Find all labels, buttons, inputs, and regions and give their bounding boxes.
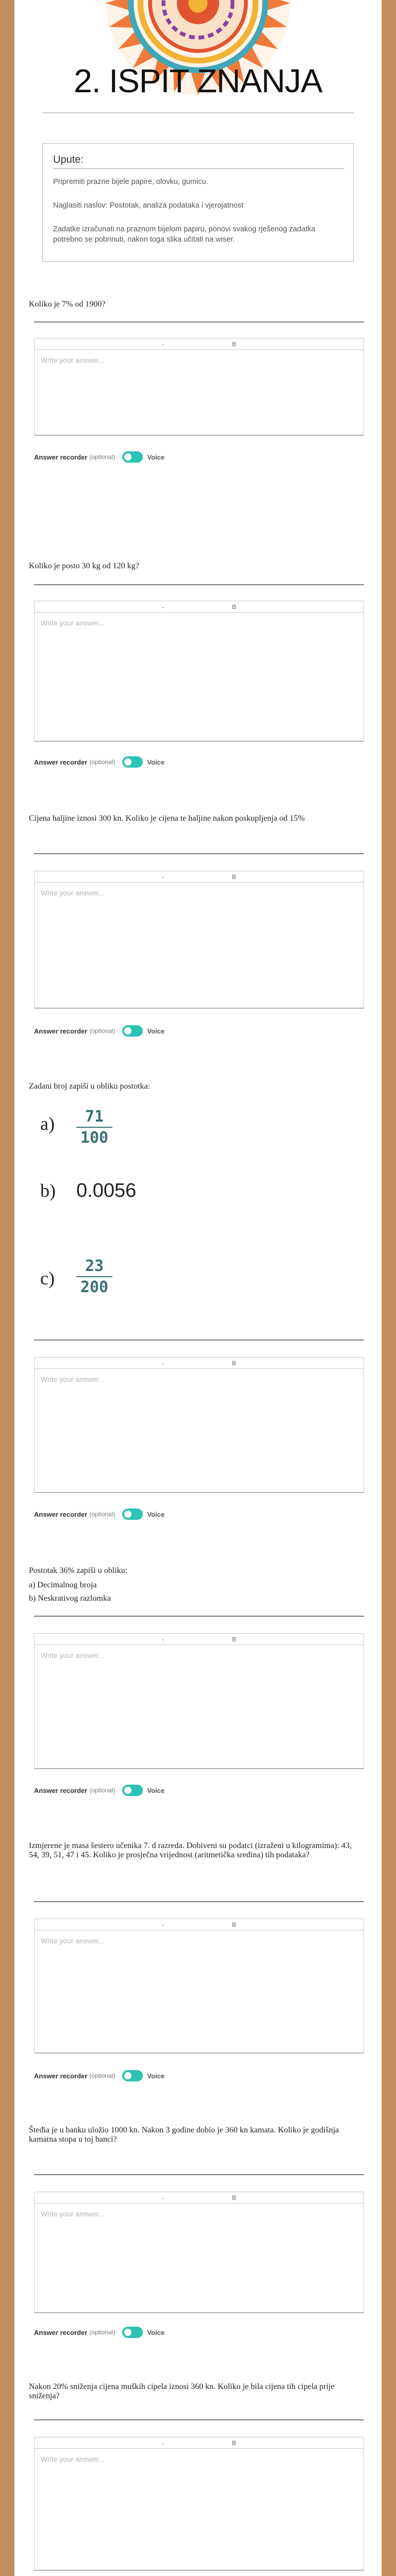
question-3-divider (34, 853, 364, 854)
answer-recorder-6[interactable]: Answer recorder (optional) Voice (34, 2070, 164, 2081)
header (14, 0, 382, 139)
page (14, 0, 382, 2576)
instructions-card (42, 143, 354, 262)
answer-toolbar: - B (35, 338, 364, 350)
question-8-divider (34, 2419, 364, 2420)
answer-recorder-4[interactable]: Answer recorder (optional) Voice (34, 1509, 164, 1520)
question-5-divider (34, 1616, 364, 1617)
answer-recorder-2[interactable]: Answer recorder (optional) Voice (34, 756, 164, 768)
question-1-text: Koliko je 7% od 1900? (29, 300, 106, 309)
page-title: 2. ISPIT ZNANJA (74, 62, 322, 99)
voice-toggle[interactable] (122, 1025, 143, 1037)
answer-recorder-1[interactable]: Answer recorder (optional) Voice (34, 451, 164, 463)
question-5-text: Postotak 36% zapiši u obliku: (29, 1566, 128, 1575)
q4-option-c-fraction: 23 200 (76, 1257, 112, 1296)
answer-box-1[interactable] (34, 338, 364, 436)
answer-box-4[interactable]: - B Write your answer... (34, 1357, 364, 1493)
voice-toggle[interactable] (122, 1509, 143, 1520)
answer-recorder-5[interactable]: Answer recorder (optional) Voice (34, 1785, 164, 1796)
q4-option-c-letter: c) (40, 1268, 55, 1289)
q4-option-b-letter: b) (40, 1180, 56, 1201)
answer-box-7[interactable]: - B Write your answer... (34, 2192, 364, 2313)
question-7-text: Šteđia je u banku uložio 1000 kn. Nakon 3 godine dobio je 360 kn kamata. Koliko je godišnja kamatna stopa u toj banci? (29, 2126, 339, 2144)
voice-toggle[interactable] (122, 451, 143, 463)
question-7-divider (34, 2174, 364, 2175)
q4-option-a-letter: a) (40, 1113, 55, 1134)
instructions-line-2: Naglasiti naslov: Postotak, analiza podataka i vjerojatnost (53, 201, 244, 210)
answer-recorder-7[interactable]: Answer recorder (optional) Voice (34, 2327, 164, 2338)
question-6-text: Izmjerene je masa šestero učenika 7. d razreda. Dobiveni su podatci (izraženi u kilogramima): 43, 54, 39, 51, 47 i 45. Koliko je prosječna vrijednost (aritmetička sredina) tih podataka? (29, 1841, 352, 1859)
header-divider (42, 112, 354, 113)
question-1-divider (34, 321, 364, 323)
answer-box-5[interactable]: - B Write your answer... (34, 1633, 364, 1769)
instructions-line-3: Zadatke izračunati na praznom bijelom papiru, ponovi svakog rješenog zadatka potrebno se pobrinuti, nakon toga slika učitati na wiser. (53, 225, 316, 244)
voice-toggle[interactable] (122, 756, 143, 768)
voice-toggle[interactable] (122, 2327, 143, 2338)
question-6-divider (34, 1901, 364, 1902)
q4-option-a-fraction: 71 100 (76, 1108, 112, 1147)
answer-recorder-3[interactable]: Answer recorder (optional) Voice (34, 1025, 164, 1037)
q4-option-b-value: 0.0056 (76, 1180, 137, 1201)
question-4-text: Zadani broj zapiši u obliku postotka: (29, 1082, 151, 1091)
question-3-text: Cijena haljine iznosi 300 kn. Koliko je cijena te haljine nakon poskupljenja od 15% (29, 814, 305, 823)
question-5-sub-b: b) Neskrativog razlomka (29, 1594, 111, 1603)
voice-toggle[interactable] (122, 2070, 143, 2081)
answer-box-6[interactable]: - B Write your answer... (34, 1919, 364, 2054)
question-4-divider (34, 1340, 364, 1341)
question-5-sub-a: a) Decimalnog broja (29, 1581, 97, 1589)
instructions-divider (53, 168, 344, 169)
instructions-heading: Upute: (53, 154, 84, 165)
question-2-text: Koliko je posto 30 kg od 120 kg? (29, 562, 139, 570)
question-2-divider (34, 584, 364, 585)
answer-placeholder: Write your answer... (41, 356, 105, 364)
answer-box-8[interactable]: - B Write your answer... (34, 2437, 364, 2571)
voice-toggle[interactable] (122, 1785, 143, 1796)
answer-box-2[interactable]: - B Write your answer... (34, 601, 364, 742)
instructions-line-1: Pripremiti prazne bijele papire, olovku, gumicu. (53, 178, 208, 186)
answer-box-3[interactable]: - B Write your answer... (34, 871, 364, 1009)
question-8-text: Nakon 20% sniženja cijena muških cipela iznosi 360 kn. Koliko je bila cijena tih cipela prije sniženja? (29, 2382, 335, 2400)
